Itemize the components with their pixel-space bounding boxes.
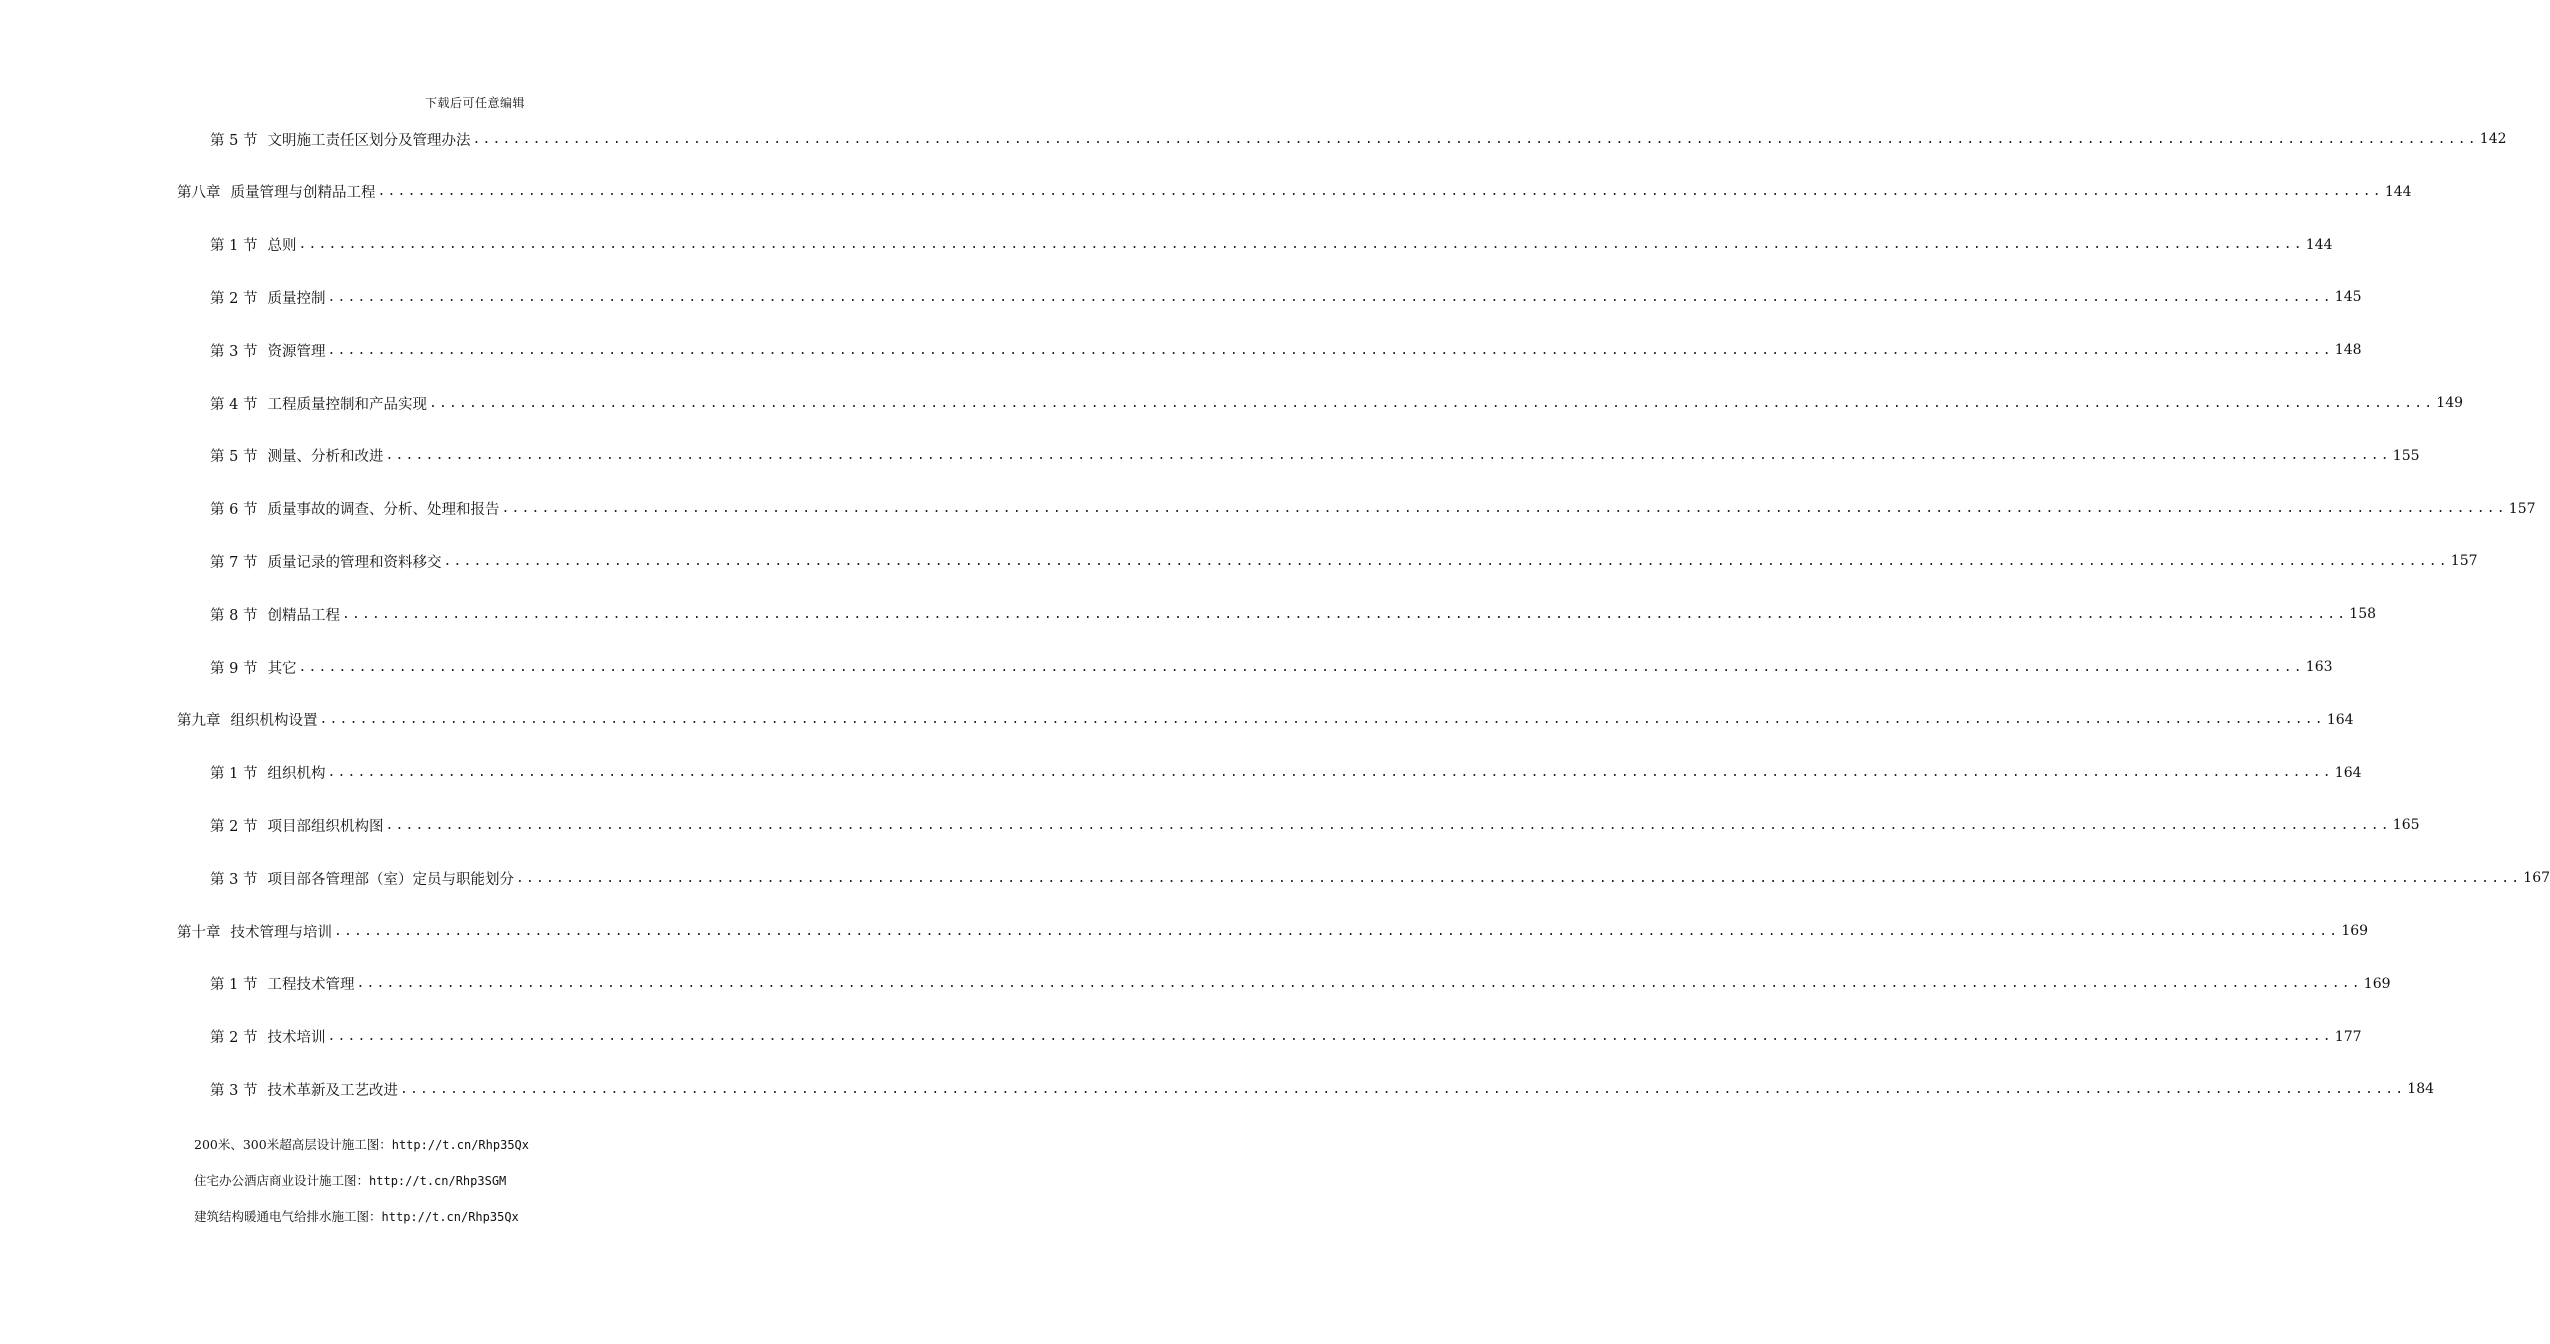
- toc-entry-number: 第 1 节: [210, 238, 258, 255]
- toc-page-number: 157: [2508, 500, 2536, 517]
- toc-entry-number: 第 3 节: [210, 1082, 258, 1099]
- toc-page-number: 155: [2392, 447, 2420, 464]
- page-header: 下载后可任意编辑: [424, 96, 525, 110]
- toc-entry-number: 第九章: [177, 713, 221, 730]
- toc-entry-number: 第 4 节: [210, 396, 258, 413]
- toc-entry-title: 测量、分析和改进: [267, 449, 384, 466]
- toc-dot-leader: ........................................................................................................................................................................................................: [377, 184, 2383, 200]
- toc-entry-label: [210, 340, 325, 361]
- toc-entry-number: 第 6 节: [210, 502, 258, 519]
- toc-dot-leader: ........................................................................................................................................................................................................: [472, 131, 2478, 147]
- toc-entry-number: 第 1 节: [210, 766, 258, 783]
- toc-page-number: 148: [2334, 342, 2362, 359]
- toc-page-number: 164: [2326, 711, 2354, 728]
- toc-page-number: 142: [2479, 131, 2507, 147]
- toc-dot-leader: ........................................................................................................................................................................................................: [327, 289, 2333, 305]
- toc-entry-title: 技术培训: [267, 1030, 326, 1047]
- link-url[interactable]: http://t.cn/Rhp35Qx: [381, 1210, 519, 1224]
- toc-entry-number: 第 2 节: [210, 290, 258, 307]
- toc-dot-leader: ........................................................................................................................................................................................................: [515, 870, 2522, 886]
- toc-entry-title: 质量记录的管理和资料移交: [267, 554, 442, 571]
- toc-page-number: 149: [2436, 395, 2464, 411]
- toc-page-number: 167: [2523, 870, 2550, 887]
- toc-entry-number: 第 9 节: [210, 660, 258, 677]
- toc-dot-leader: ........................................................................................................................................................................................................: [428, 395, 2435, 411]
- toc-entry-title: 工程技术管理: [267, 977, 355, 994]
- toc-entry-title: 项目部各管理部（室）定员与职能划分: [267, 871, 514, 888]
- toc-dot-leader: ........................................................................................................................................................................................................: [327, 342, 2333, 358]
- toc-entry-section[interactable]: [210, 812, 2420, 838]
- toc-page-number: 169: [2341, 923, 2369, 939]
- toc-entry-label: [210, 393, 427, 414]
- toc-page-number: 184: [2407, 1081, 2435, 1098]
- toc-page-number: 145: [2334, 289, 2362, 306]
- toc-entry-label: [210, 815, 383, 836]
- toc-entry-section[interactable]: [210, 971, 2391, 997]
- link-url[interactable]: http://t.cn/Rhp35Qx: [391, 1138, 529, 1152]
- toc-entry-number: 第 7 节: [210, 554, 258, 571]
- toc-entry-label: [210, 498, 499, 519]
- toc-entry-section[interactable]: [210, 284, 2362, 310]
- toc-entry-title: 项目部组织机构图: [267, 818, 384, 835]
- toc-dot-leader: ........................................................................................................................................................................................................: [501, 501, 2507, 517]
- toc-entry-section[interactable]: [210, 654, 2333, 680]
- toc-entry-title: 组织机构设置: [230, 713, 318, 730]
- toc-entry-title: 文明施工责任区划分及管理办法: [267, 132, 471, 149]
- toc-entry-label: [177, 181, 376, 202]
- toc-entry-title: 质量控制: [267, 290, 326, 307]
- toc-entry-label: [210, 551, 441, 572]
- toc-dot-leader: ........................................................................................................................................................................................................: [341, 606, 2348, 622]
- link-url[interactable]: http://t.cn/Rhp3SGM: [369, 1174, 507, 1188]
- toc-entry-section[interactable]: [210, 232, 2333, 258]
- toc-entry-section[interactable]: [210, 390, 2464, 416]
- toc-entry-number: 第 3 节: [210, 871, 258, 888]
- toc-dot-leader: ........................................................................................................................................................................................................: [356, 976, 2362, 992]
- toc-entry-number: 第 5 节: [210, 449, 258, 466]
- toc-entry-number: 第 2 节: [210, 818, 258, 835]
- toc-page-number: 144: [2305, 236, 2333, 253]
- toc-entry-label: [210, 1026, 325, 1047]
- toc-entry-title: 质量事故的调查、分析、处理和报告: [267, 502, 500, 519]
- toc-entry-label: [210, 129, 470, 150]
- toc-entry-number: 第 3 节: [210, 343, 258, 360]
- toc-entry-title: 技术革新及工艺改进: [267, 1082, 398, 1099]
- toc-entry-label: [210, 604, 340, 625]
- toc-entry-section[interactable]: [210, 443, 2420, 469]
- toc-dot-leader: ........................................................................................................................................................................................................: [334, 923, 2340, 939]
- toc-entry-title: 工程质量控制和产品实现: [267, 396, 427, 413]
- toc-entry-chapter[interactable]: [177, 179, 2412, 205]
- toc-entry-number: 第 8 节: [210, 607, 258, 624]
- toc-page-number: 165: [2392, 817, 2420, 834]
- toc-entry-label: [210, 445, 383, 466]
- link-label: 200米、300米超高层设计施工图：: [194, 1137, 392, 1152]
- toc-dot-leader: ........................................................................................................................................................................................................: [443, 553, 2449, 569]
- toc-entry-number: 第八章: [177, 185, 221, 202]
- toc-page-number: 169: [2363, 975, 2391, 992]
- toc-dot-leader: ........................................................................................................................................................................................................: [327, 765, 2333, 781]
- toc-dot-leader: ........................................................................................................................................................................................................: [385, 448, 2391, 464]
- toc-entry-label: [177, 709, 318, 730]
- toc-entry-section[interactable]: [210, 548, 2478, 574]
- toc-page-number: 144: [2384, 183, 2412, 200]
- link-list: [194, 1134, 529, 1242]
- toc-entry-title: 资源管理: [267, 343, 326, 360]
- toc-dot-leader: ........................................................................................................................................................................................................: [319, 712, 2325, 728]
- toc-entry-section[interactable]: [210, 601, 2377, 627]
- toc-entry-label: [210, 868, 514, 889]
- toc-entry-number: 第 2 节: [210, 1030, 258, 1047]
- toc-page-number: 158: [2349, 606, 2377, 623]
- toc-entry-section[interactable]: [210, 126, 2507, 152]
- toc-dot-leader: ........................................................................................................................................................................................................: [327, 1029, 2333, 1045]
- toc-entry-chapter[interactable]: [177, 707, 2354, 733]
- toc-entry-section[interactable]: [210, 496, 2536, 522]
- toc-entry-label: [210, 287, 325, 308]
- toc-entry-chapter[interactable]: [177, 918, 2369, 944]
- toc-entry-label: [210, 973, 354, 994]
- toc-entry-section[interactable]: [210, 865, 2550, 891]
- toc-entry-label: [210, 234, 296, 255]
- toc-entry-number: 第十章: [177, 924, 221, 941]
- toc-page-number: 164: [2334, 764, 2362, 781]
- toc-entry-section[interactable]: [210, 1024, 2362, 1050]
- toc-entry-title: 其它: [267, 660, 297, 677]
- link-line: [194, 1134, 529, 1170]
- link-line: [194, 1206, 529, 1242]
- toc-entry-title: 技术管理与培训: [230, 924, 332, 941]
- toc-entry-title: 创精品工程: [267, 607, 340, 624]
- toc-dot-leader: ........................................................................................................................................................................................................: [399, 1081, 2406, 1097]
- toc-page-number: 163: [2305, 659, 2333, 675]
- toc-entry-section[interactable]: [210, 760, 2362, 786]
- toc-entry-label: [177, 921, 332, 942]
- toc-dot-leader: ........................................................................................................................................................................................................: [385, 817, 2391, 833]
- toc-entry-title: 质量管理与创精品工程: [230, 185, 376, 202]
- toc-entry-number: 第 1 节: [210, 977, 258, 994]
- toc-page-number: 157: [2450, 553, 2478, 570]
- toc-entry-number: 第 5 节: [210, 132, 258, 149]
- link-label: 建筑结构暖通电气给排水施工图：: [194, 1209, 382, 1224]
- toc-dot-leader: ........................................................................................................................................................................................................: [298, 237, 2304, 253]
- link-line: [194, 1170, 529, 1206]
- toc-page-number: 177: [2334, 1028, 2362, 1045]
- toc-entry-label: [210, 762, 325, 783]
- link-label: 住宅办公酒店商业设计施工图：: [194, 1173, 370, 1188]
- toc-dot-leader: ........................................................................................................................................................................................................: [298, 659, 2304, 675]
- toc-entry-title: 组织机构: [267, 766, 326, 783]
- toc-entry-label: [210, 657, 296, 678]
- toc-entry-label: [210, 1079, 398, 1100]
- toc-entry-title: 总则: [267, 238, 297, 255]
- toc-entry-section[interactable]: [210, 1076, 2435, 1102]
- toc-entry-section[interactable]: [210, 337, 2362, 363]
